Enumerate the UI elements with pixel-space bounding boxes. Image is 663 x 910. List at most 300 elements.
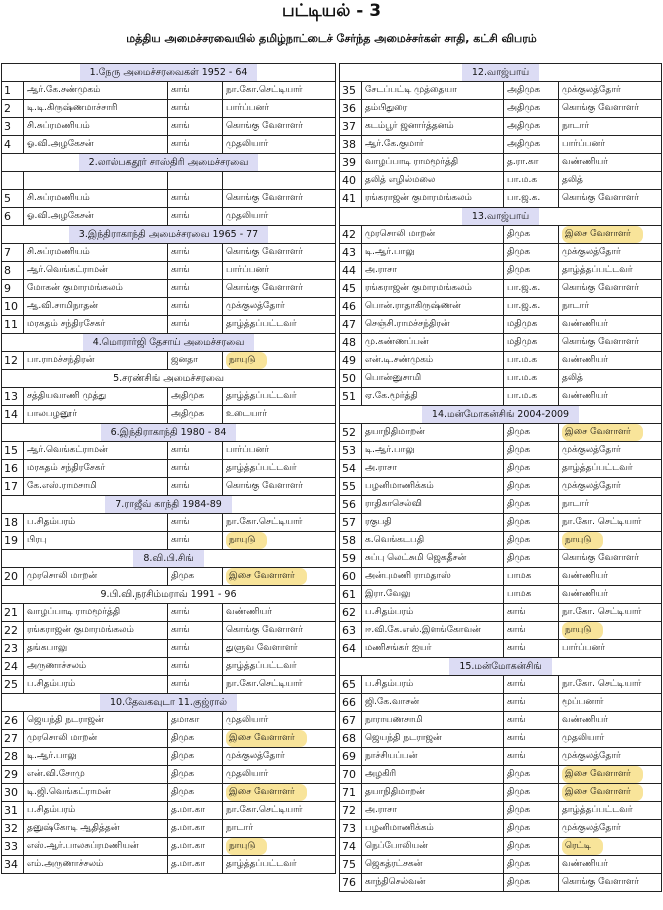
party-cell: காங் (504, 694, 559, 712)
minister-name-cell: ஜெயந்தி நடராஜன் (24, 712, 168, 730)
minister-name-cell: சேடப்பட்டி முத்தையா (362, 82, 504, 100)
caste-cell: கொங்கு வேளாளர் (559, 190, 662, 208)
party-cell: காங் (168, 190, 223, 208)
serial-number-cell: 13 (2, 388, 24, 406)
minister-row (2, 856, 336, 874)
highlighted-caste: நாயுடு (226, 352, 267, 369)
section-header-cell (2, 64, 336, 82)
minister-name-cell: என்.டி.சண்முகம் (362, 352, 504, 370)
caste-cell (559, 622, 662, 640)
serial-number-cell: 16 (2, 460, 24, 478)
party-cell: காங் (168, 118, 223, 136)
party-cell (168, 172, 223, 190)
caste-cell (223, 838, 336, 856)
minister-name-cell: பொன்னுசாமி (362, 370, 504, 388)
serial-number-cell: 21 (2, 604, 24, 622)
minister-name-cell: ஜெயந்தி நடராஜன் (362, 730, 504, 748)
serial-number-cell: 60 (340, 568, 362, 586)
minister-name-cell: மரகதம் சந்திரசேகர் (24, 460, 168, 478)
serial-number-cell: 57 (340, 514, 362, 532)
party-cell: காங் (168, 640, 223, 658)
caste-cell: வண்ணியர் (559, 316, 662, 334)
serial-number-cell: 58 (340, 532, 362, 550)
party-cell: அதிமுக (504, 118, 559, 136)
serial-number-cell: 67 (340, 712, 362, 730)
serial-number-cell: 33 (2, 838, 24, 856)
party-cell: திமுக (504, 478, 559, 496)
caste-cell: தாழ்த்தப்பட்டவர் (223, 658, 336, 676)
caste-cell: முதலியார் (223, 766, 336, 784)
caste-cell: தாழ்த்தப்பட்டவர் (559, 262, 662, 280)
serial-number-cell: 47 (340, 316, 362, 334)
serial-number-cell: 23 (2, 640, 24, 658)
serial-number-cell: 34 (2, 856, 24, 874)
caste-cell (559, 766, 662, 784)
party-cell: திமுக (504, 802, 559, 820)
caste-cell: பார்ப்பனர் (223, 262, 336, 280)
minister-row (2, 460, 336, 478)
minister-row (2, 208, 336, 226)
party-cell: திமுக (504, 820, 559, 838)
serial-number-cell: 44 (340, 262, 362, 280)
minister-row (340, 568, 662, 586)
minister-name-cell: சுப்பு லெட்சுமி ஜெகதீசன் (362, 550, 504, 568)
minister-row (340, 532, 662, 550)
caste-cell: நாடார் (559, 118, 662, 136)
minister-name-cell (24, 172, 168, 190)
caste-cell: பார்ப்பனர் (559, 136, 662, 154)
minister-row (2, 730, 336, 748)
serial-number-cell: 4 (2, 136, 24, 154)
party-cell: அதிமுக (168, 388, 223, 406)
minister-row (340, 640, 662, 658)
caste-cell: கொங்கு வேளாளர் (223, 622, 336, 640)
caste-cell: வண்ணியர் (559, 568, 662, 586)
minister-name-cell: கே.எஸ்.ராமசாமி (24, 478, 168, 496)
minister-row (2, 442, 336, 460)
minister-name-cell: தங்கபாலு (24, 640, 168, 658)
party-cell: பா.ஜ.க. (504, 280, 559, 298)
section-header-row (2, 550, 336, 568)
left-table-body (2, 64, 336, 874)
party-cell: த.மா.கா (168, 856, 223, 874)
minister-row (2, 118, 336, 136)
party-cell: திமுக (504, 550, 559, 568)
minister-row (340, 190, 662, 208)
caste-cell: மூப்பனார் (559, 694, 662, 712)
serial-number-cell: 53 (340, 442, 362, 460)
minister-name-cell: ரங்கராஜன் குமாரமங்கலம் (362, 190, 504, 208)
minister-row (340, 388, 662, 406)
party-cell: காங் (168, 478, 223, 496)
minister-row (340, 118, 662, 136)
serial-number-cell: 36 (340, 100, 362, 118)
minister-name-cell: சி.சுப்ரமணியம் (24, 118, 168, 136)
minister-name-cell: ப.சிதம்பரம் (24, 802, 168, 820)
minister-name-cell: க.வெங்கடபதி (362, 532, 504, 550)
serial-number-cell: 28 (2, 748, 24, 766)
caste-cell: முக்குலத்தோர் (223, 298, 336, 316)
party-cell: த.மா.கா (168, 802, 223, 820)
party-cell: த.ரா.கா (504, 154, 559, 172)
section-title: 10.தேவகவுடா 11.குஜ்ரால் (100, 694, 237, 711)
section-header-row (340, 406, 662, 424)
highlighted-caste: நாயுடு (226, 532, 267, 549)
caste-cell: கொங்கு வேளாளர் (223, 190, 336, 208)
party-cell: பாமக (504, 586, 559, 604)
minister-row (340, 226, 662, 244)
minister-name-cell: தயாநிதிமாறன் (362, 424, 504, 442)
minister-name-cell: ரகுபதி (362, 514, 504, 532)
serial-number-cell: 2 (2, 100, 24, 118)
minister-row (2, 280, 336, 298)
section-title: 8.வி.பி.சிங் (133, 550, 203, 567)
serial-number-cell: 32 (2, 820, 24, 838)
caste-cell: வண்ணியர் (559, 154, 662, 172)
section-title: 15.மன்மோகன்சிங் (449, 658, 551, 675)
caste-cell: முக்குலத்தோர் (223, 748, 336, 766)
party-cell: திமுக (504, 424, 559, 442)
caste-cell: வண்ணியர் (559, 352, 662, 370)
minister-name-cell: அருணாச்சலம் (24, 658, 168, 676)
minister-name-cell: என்.வி.சோமு (24, 766, 168, 784)
minister-row (340, 838, 662, 856)
section-header-cell (2, 586, 336, 604)
minister-name-cell: ரங்கராஜன் குமாரமங்கலம் (362, 280, 504, 298)
section-header-row (2, 334, 336, 352)
party-cell: காங் (504, 676, 559, 694)
serial-number-cell: 17 (2, 478, 24, 496)
party-cell: திமுக (504, 514, 559, 532)
party-cell: காங் (168, 460, 223, 478)
serial-number-cell: 50 (340, 370, 362, 388)
serial-number-cell: 11 (2, 316, 24, 334)
section-header-cell (2, 496, 336, 514)
highlighted-caste: இசை வேளாளர் (562, 766, 643, 783)
highlighted-caste: ரெட்டி (562, 838, 603, 855)
serial-number-cell: 46 (340, 298, 362, 316)
party-cell: அதிமுக (504, 136, 559, 154)
caste-cell: வண்ணியர் (559, 856, 662, 874)
party-cell: திமுக (504, 262, 559, 280)
section-header-cell (2, 370, 336, 388)
minister-name-cell: பழனிமாணிக்கம் (362, 820, 504, 838)
minister-row (340, 730, 662, 748)
party-cell: தமாகா (168, 712, 223, 730)
section-header-cell (340, 208, 662, 226)
right-minister-table (339, 63, 662, 892)
serial-number-cell: 64 (340, 640, 362, 658)
caste-cell: வண்ணியர் (559, 712, 662, 730)
caste-cell (559, 838, 662, 856)
caste-cell: நாடார் (223, 820, 336, 838)
party-cell: மதிமுக (504, 316, 559, 334)
page-title: பட்டியல் - 3 (281, 1, 382, 21)
minister-name-cell: ஆ.வி.சாமிநாதன் (24, 298, 168, 316)
minister-name-cell: சத்தியவாணி முத்து (24, 388, 168, 406)
minister-row (340, 694, 662, 712)
minister-name-cell: ஏ.கே.மூர்த்தி (362, 388, 504, 406)
minister-row (2, 136, 336, 154)
minister-name-cell: மரகதம் சந்திரசேகர் (24, 316, 168, 334)
minister-name-cell: அழகிரி (362, 766, 504, 784)
serial-number-cell (2, 172, 24, 190)
serial-number-cell: 66 (340, 694, 362, 712)
minister-name-cell: காந்திசெல்வன் (362, 874, 504, 892)
section-header-cell (2, 154, 336, 172)
minister-name-cell: தம்பிதுரை (362, 100, 504, 118)
serial-number-cell: 15 (2, 442, 24, 460)
caste-cell: தாழ்த்தப்பட்டவர் (223, 460, 336, 478)
caste-cell: உடையார் (223, 406, 336, 424)
party-cell: காங் (168, 676, 223, 694)
minister-row (2, 640, 336, 658)
party-cell: காங் (168, 316, 223, 334)
caste-cell (223, 730, 336, 748)
party-cell: அதிமுக (504, 100, 559, 118)
minister-row (340, 262, 662, 280)
minister-row (2, 676, 336, 694)
party-cell: திமுக (504, 460, 559, 478)
party-cell: பா.ம.க (504, 352, 559, 370)
caste-cell: வண்ணியர் (559, 388, 662, 406)
minister-row (340, 766, 662, 784)
minister-name-cell: அ.ராசா (362, 460, 504, 478)
minister-name-cell: எம்.அருணாச்சலம் (24, 856, 168, 874)
caste-cell (223, 352, 336, 370)
party-cell: திமுக (504, 784, 559, 802)
minister-row (2, 244, 336, 262)
party-cell: காங் (504, 730, 559, 748)
section-title: 12.வாஜ்பாய் (462, 64, 539, 81)
party-cell: திமுக (168, 766, 223, 784)
serial-number-cell: 76 (340, 874, 362, 892)
caste-cell: நா.கோ.செட்டியார் (223, 676, 336, 694)
caste-cell: கொங்கு வேளாளர் (559, 280, 662, 298)
minister-row (340, 334, 662, 352)
serial-number-cell: 37 (340, 118, 362, 136)
minister-name-cell: பொன்.ராதாகிருஷ்ணன் (362, 298, 504, 316)
highlighted-caste: இசை வேளாளர் (562, 226, 643, 243)
caste-cell: கொங்கு வேளாளர் (223, 280, 336, 298)
serial-number-cell: 49 (340, 352, 362, 370)
caste-cell: நா.கோ.செட்டியார் (223, 82, 336, 100)
minister-row (2, 532, 336, 550)
section-header-cell (2, 424, 336, 442)
minister-name-cell: அ.ராசா (362, 802, 504, 820)
caste-cell: பார்ப்பனர் (223, 100, 336, 118)
serial-number-cell: 68 (340, 730, 362, 748)
caste-cell: முதலியார் (223, 136, 336, 154)
caste-cell: கொங்கு வேளாளர் (223, 244, 336, 262)
section-header-cell (340, 64, 662, 82)
right-table-body (340, 64, 662, 892)
party-cell: பா.ம.க (504, 388, 559, 406)
party-cell: அதிமுக (504, 82, 559, 100)
minister-row (2, 406, 336, 424)
serial-number-cell: 52 (340, 424, 362, 442)
minister-row (340, 424, 662, 442)
serial-number-cell: 42 (340, 226, 362, 244)
section-header-row (2, 154, 336, 172)
minister-name-cell: அன்புமணி ராமதாஸ் (362, 568, 504, 586)
party-cell: பா.ஜ.க. (504, 190, 559, 208)
party-cell: அதிமுக (168, 406, 223, 424)
caste-cell: கொங்கு வேளாளர் (559, 100, 662, 118)
party-cell: திமுக (504, 838, 559, 856)
section-header-row (340, 208, 662, 226)
minister-row (2, 802, 336, 820)
serial-number-cell: 20 (2, 568, 24, 586)
caste-cell: நா.கோ. செட்டியார் (559, 676, 662, 694)
serial-number-cell: 55 (340, 478, 362, 496)
serial-number-cell: 22 (2, 622, 24, 640)
serial-number-cell: 14 (2, 406, 24, 424)
minister-row (2, 478, 336, 496)
left-minister-table (1, 63, 336, 874)
section-title: 13.வாஜ்பாய் (462, 208, 539, 225)
minister-name-cell: அ.ராசா (362, 262, 504, 280)
caste-cell: நா.கோ. செட்டியார் (559, 604, 662, 622)
minister-row (340, 874, 662, 892)
minister-name-cell: நெப்போலியன் (362, 838, 504, 856)
caste-cell: வண்ணியர் (223, 604, 336, 622)
minister-name-cell: டி.ஜி.வெங்கட்ராமன் (24, 784, 168, 802)
minister-row (340, 280, 662, 298)
caste-cell: பார்ப்பனர் (559, 640, 662, 658)
highlighted-caste: இசை வேளாளர் (562, 424, 643, 441)
minister-name-cell: சி.சுப்ரமணியம் (24, 190, 168, 208)
section-header-row (340, 658, 662, 676)
serial-number-cell: 10 (2, 298, 24, 316)
party-cell: காங் (168, 604, 223, 622)
caste-cell: துளுவ வேளாளர் (223, 640, 336, 658)
minister-row (2, 784, 336, 802)
minister-row (2, 766, 336, 784)
minister-name-cell: ப.சிதம்பரம் (24, 676, 168, 694)
party-cell: காங் (168, 100, 223, 118)
highlighted-caste: நாயுடு (562, 622, 603, 639)
highlighted-caste: இசை வேளாளர் (226, 784, 307, 801)
caste-cell (559, 784, 662, 802)
party-cell: காங் (504, 604, 559, 622)
minister-row (340, 784, 662, 802)
minister-name-cell: ஜெகத்ரட்சகன் (362, 856, 504, 874)
minister-name-cell: ஈ.வி.கே.எஸ்.இளங்கோவன் (362, 622, 504, 640)
minister-row (2, 100, 336, 118)
serial-number-cell: 70 (340, 766, 362, 784)
party-cell: திமுக (504, 766, 559, 784)
minister-row (340, 352, 662, 370)
minister-row (2, 838, 336, 856)
serial-number-cell: 35 (340, 82, 362, 100)
caste-cell: கொங்கு வேளாளர் (559, 334, 662, 352)
minister-row (340, 712, 662, 730)
party-cell: காங் (168, 262, 223, 280)
party-cell: திமுக (504, 442, 559, 460)
minister-name-cell: ராதிகாசெல்வி (362, 496, 504, 514)
serial-number-cell: 24 (2, 658, 24, 676)
serial-number-cell: 7 (2, 244, 24, 262)
minister-name-cell: நாச்சியப்பன் (362, 748, 504, 766)
serial-number-cell: 61 (340, 586, 362, 604)
caste-cell (559, 532, 662, 550)
minister-name-cell: ப.சிதம்பரம் (24, 514, 168, 532)
caste-cell: முக்குலத்தோர் (559, 82, 662, 100)
highlighted-caste: நாயுடு (562, 532, 603, 549)
minister-name-cell: டி.ஆர்.பாலு (362, 442, 504, 460)
serial-number-cell: 19 (2, 532, 24, 550)
caste-cell: தலித் (559, 370, 662, 388)
section-title: 5.சரண்சிங் அமைச்சரவை (113, 373, 224, 384)
caste-cell (223, 568, 336, 586)
minister-row (340, 82, 662, 100)
minister-row (340, 244, 662, 262)
serial-number-cell: 74 (340, 838, 362, 856)
caste-cell: முதலியார் (223, 208, 336, 226)
minister-name-cell: தலித் எழில்மலை (362, 172, 504, 190)
minister-row (2, 172, 336, 190)
party-cell: காங் (504, 640, 559, 658)
minister-row (340, 514, 662, 532)
party-cell: திமுக (504, 244, 559, 262)
caste-cell: முக்குலத்தோர் (559, 478, 662, 496)
serial-number-cell: 51 (340, 388, 362, 406)
caste-cell (559, 226, 662, 244)
section-title: 2.லால்பகதூர் சாஸ்திரி அமைச்சரவை (79, 154, 259, 171)
serial-number-cell: 43 (340, 244, 362, 262)
section-header-row (2, 226, 336, 244)
serial-number-cell: 65 (340, 676, 362, 694)
minister-name-cell: வாழப்பாடி ராமமூர்த்தி (24, 604, 168, 622)
serial-number-cell: 31 (2, 802, 24, 820)
minister-name-cell: பிரபு (24, 532, 168, 550)
party-cell: காங் (504, 622, 559, 640)
party-cell: காங் (168, 82, 223, 100)
serial-number-cell: 48 (340, 334, 362, 352)
minister-name-cell: மணிசங்கர் ஐயர் (362, 640, 504, 658)
party-cell: திமுக (168, 748, 223, 766)
serial-number-cell: 59 (340, 550, 362, 568)
section-title: 6.இந்திராகாந்தி 1980 - 84 (101, 424, 237, 441)
minister-name-cell: பழனிமாணிக்கம் (362, 478, 504, 496)
serial-number-cell: 75 (340, 856, 362, 874)
minister-row (340, 136, 662, 154)
serial-number-cell: 38 (340, 136, 362, 154)
highlighted-caste: இசை வேளாளர் (226, 568, 307, 585)
section-title: 9.பி.வி.நரசிம்மராவ் 1991 - 96 (100, 589, 237, 600)
serial-number-cell: 73 (340, 820, 362, 838)
minister-name-cell: எஸ்.ஆர்.பாலசுப்ரமணியன் (24, 838, 168, 856)
party-cell: காங் (168, 658, 223, 676)
caste-cell: முக்குலத்தோர் (559, 442, 662, 460)
caste-cell: தாழ்த்தப்பட்டவர் (223, 856, 336, 874)
party-cell: திமுக (168, 784, 223, 802)
caste-cell: தலித் (559, 172, 662, 190)
party-cell: திமுக (168, 730, 223, 748)
minister-row (2, 820, 336, 838)
serial-number-cell: 62 (340, 604, 362, 622)
serial-number-cell: 56 (340, 496, 362, 514)
caste-cell: நா.கோ.செட்டியார் (223, 802, 336, 820)
serial-number-cell: 3 (2, 118, 24, 136)
page-subtitle: மத்திய அமைச்சரவையில் தமிழ்நாட்டைச் சேர்ந்த அமைச்சர்கள் சாதி, கட்சி விபரம் (126, 32, 537, 45)
section-header-row (340, 64, 662, 82)
section-title: 1.நேரு அமைச்சரவைகள் 1952 - 64 (80, 64, 258, 81)
minister-name-cell: ஓ.வி.அழகேசன் (24, 136, 168, 154)
section-header-row (2, 496, 336, 514)
section-header-cell (340, 658, 662, 676)
